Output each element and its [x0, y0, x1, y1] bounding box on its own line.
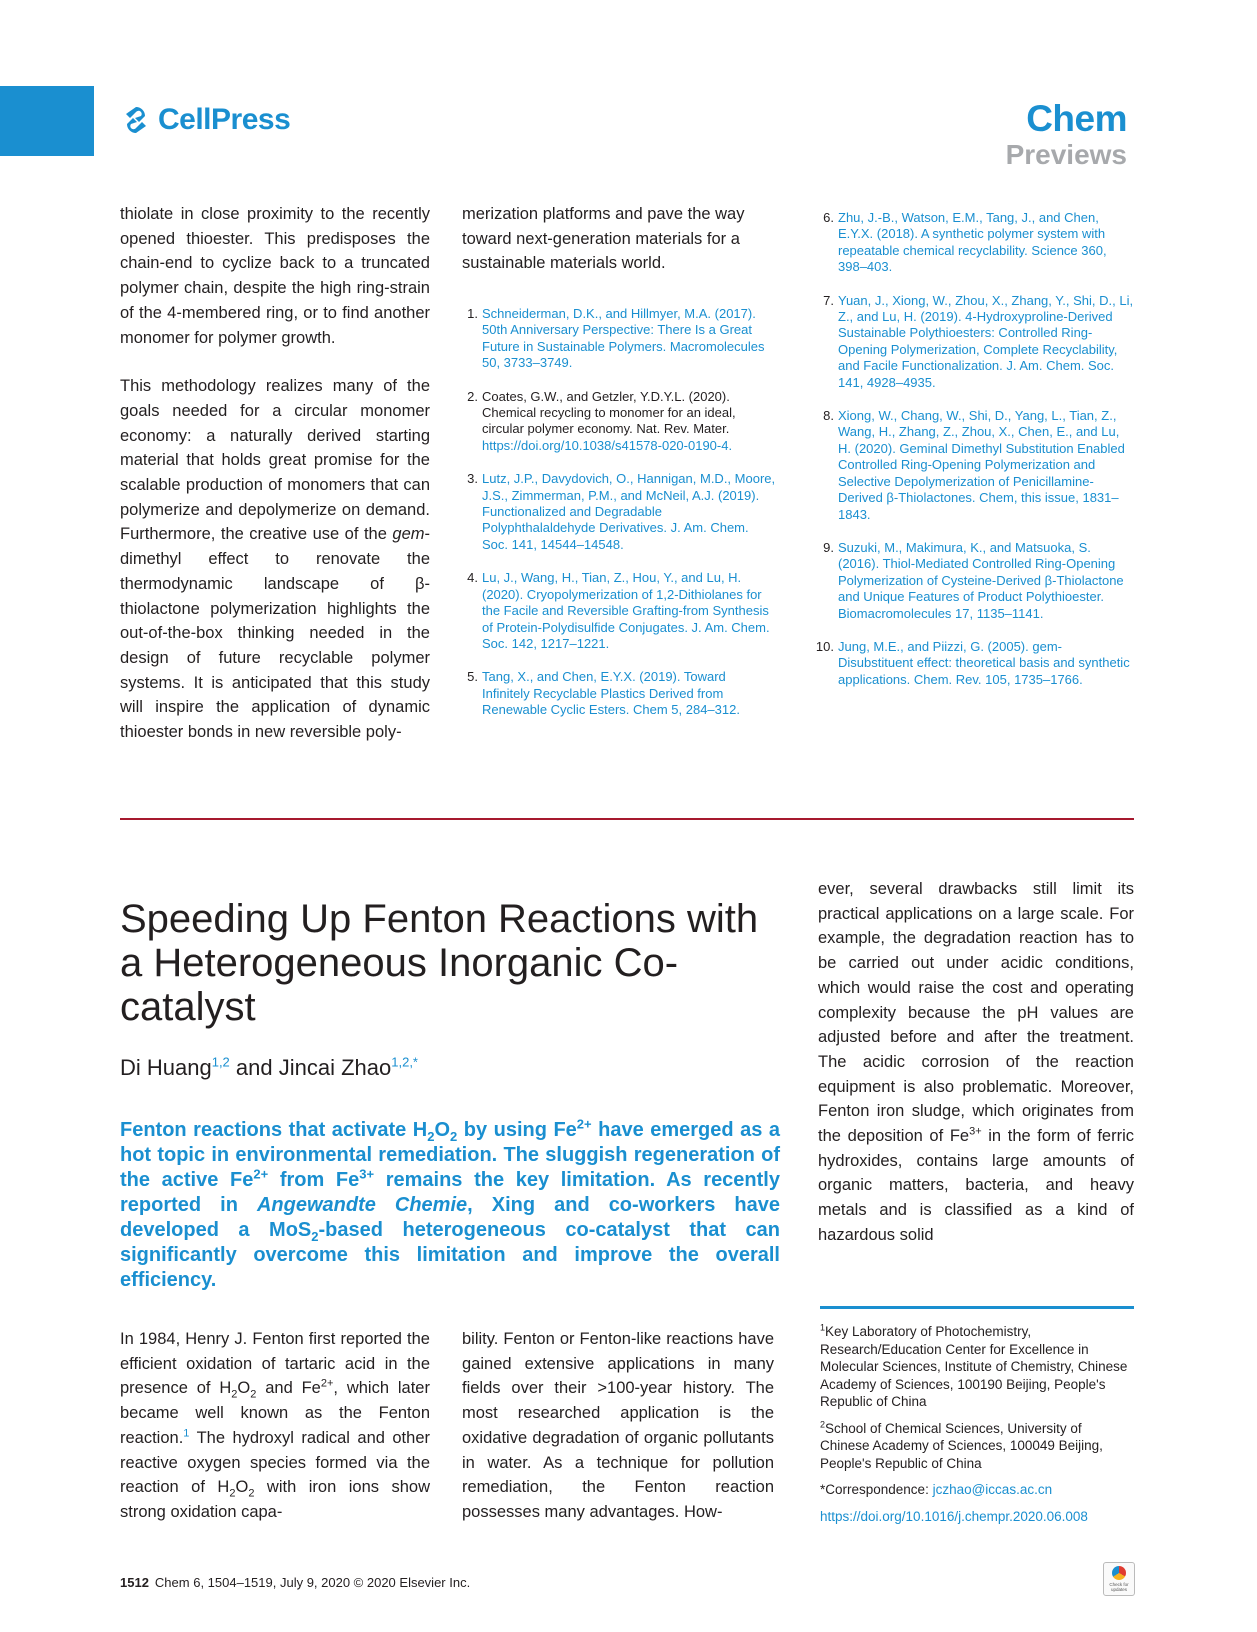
correspondence	[820, 1481, 1134, 1499]
article-body-col1	[120, 1327, 430, 1549]
section-name: Previews	[1005, 139, 1127, 170]
publisher-name: CellPress	[158, 103, 291, 136]
reference-item[interactable]: 9. Suzuki, M., Makimura, K., and Matsuoka, S. (2016). Thiol-Mediated Controlled Ring-Opening Polymerization of Cysteine-Derived β-Thiolactone and Unique Features of Product Polythioester. Biomacromolecules 17, 1135–1141.	[823, 539, 1124, 621]
reference-item[interactable]: 5. Tang, X., and Chen, E.Y.X. (2019). Toward Infinitely Recyclable Plastics Derived from Renewable Cyclic Esters. Chem 5, 284–312.	[467, 669, 740, 718]
author-name: Jincai Zhao	[278, 1055, 392, 1080]
reference-item[interactable]: 2. Coates, G.W., and Getzler, Y.D.Y.L. (2020). Chemical recycling to monomer for an ideal, circular polymer economy. Nat. Rev. Mater. https://doi.org/10.1038/s41578-020-0190-4.	[467, 388, 736, 453]
article-right-column	[818, 877, 1134, 1272]
reference-list-b	[815, 210, 1134, 705]
doi-link[interactable]: https://doi.org/10.1016/j.chempr.2020.06.008	[820, 1508, 1088, 1524]
header-accent-block	[0, 86, 94, 156]
affiliation-1: $^1$Key Laboratory of Photochemistry, Research/Education Center for Excellence in Molecular Sciences, Institute of Chemistry, Chinese Academy of Sciences, 100190 Beijing, People's Republic of China	[820, 1322, 1128, 1409]
author-conjunction: and	[229, 1055, 279, 1080]
prev-article-paragraph: This methodology realizes many of the goals needed for a circular monomer economy: a naturally derived starting material that holds great promise for the scalable production of monomers that can polymerize and depolymerize on demand. Furthermore, the creative use of the gem-dimethyl effect to renovate the thermodynamic landscape of β-thiolactone polymerization highlights the out-of-the-box thinking needed in the design of future recyclable polymer systems. It is anticipated that this study will inspire the application of dynamic thioester bonds in new reversible poly-	[120, 377, 430, 742]
article-title: Speeding Up Fenton Reactions with a Heterogeneous Inorganic Co-catalyst	[120, 897, 759, 1029]
author-affiliation-mark[interactable]: 1,2,*	[391, 1054, 418, 1070]
prev-article-col2	[462, 202, 774, 300]
article-body-col2	[462, 1327, 774, 1549]
affiliations	[820, 1323, 1134, 1534]
article-paragraph: In 1984, Henry J. Fenton first reported the efficient oxidation of tartaric acid in the presence of $H_2O_2$ and $Fe^{2+}$, which later became well known as the Fenton reaction.$^1$ The hydroxyl radical and other reactive oxygen species formed via the reaction of $H_2O_2$ with iron ions show strong oxidation capa-	[120, 1330, 431, 1521]
author-line	[120, 1055, 418, 1081]
prev-article-col1	[120, 202, 430, 769]
reference-list-a	[462, 306, 777, 736]
reference-item[interactable]: 4. Lu, J., Wang, H., Tian, Z., Hou, Y., and Lu, H. (2020). Cryopolymerization of 1,2-Dithiolanes for the Facile and Reversible Grafting-from Synthesis of Protein-Polydisulfide Conjugates. J. Am. Chem. Soc. 142, 1217–1221.	[467, 570, 770, 651]
journal-name: Chem	[1026, 98, 1127, 139]
doi-line	[820, 1508, 1134, 1526]
prev-article-paragraph: merization platforms and pave the way toward next-generation materials for a sustainable materials world.	[462, 205, 745, 273]
cellpress-logo[interactable]	[120, 103, 290, 137]
reference-item[interactable]: 3. Lutz, J.P., Davydovich, O., Hannigan, M.D., Moore, J.S., Zimmerman, P.M., and McNeil, A.J. (2019). Functionalized and Degradable Polyphthalaldehyde Derivatives. J. Am. Chem. Soc. 141, 14544–14548.	[467, 471, 776, 552]
reference-item[interactable]: 6. Zhu, J.-B., Watson, E.M., Tang, J., and Chen, E.Y.X. (2018). A synthetic polymer system with repeatable chemical recyclability. Science 360, 398–403.	[823, 210, 1107, 275]
correspondence-label: *Correspondence:	[820, 1482, 933, 1497]
reference-item[interactable]: 1. Schneiderman, D.K., and Hillmyer, M.A. (2017). 50th Anniversary Perspective: There Is a Great Future in Sustainable Polymers. Macromolecules 50, 3733–3749.	[467, 306, 765, 371]
prev-article-paragraph: thiolate in close proximity to the recently opened thioester. This predisposes the chain-end to cyclize back to a truncated polymer chain, despite the high ring-strain of the 4-membered ring, or to find another monomer for polymer growth.	[120, 205, 430, 347]
author-affiliation-mark[interactable]: 1,2	[211, 1054, 230, 1070]
reference-item[interactable]: 7. Yuan, J., Xiong, W., Zhou, X., Zhang, Y., Shi, D., Li, Z., and Lu, H. (2019). 4-Hydroxyproline-Derived Sustainable Polythioesters: Controlled Ring-Opening Polymerization, Complete Recyclability, and Facile Functionalization. J. Am. Chem. Soc. 141, 4928–4935.	[823, 292, 1134, 390]
page-footer	[120, 1575, 470, 1590]
cellpress-mark-icon	[120, 104, 152, 136]
affiliation-divider	[820, 1306, 1134, 1309]
correspondence-email-link[interactable]: jczhao@iccas.ac.cn	[932, 1482, 1053, 1497]
badge-label: Check for updates	[1109, 1582, 1129, 1592]
author-name: Di Huang	[120, 1055, 212, 1080]
reference-item[interactable]: 8. Xiong, W., Chang, W., Shi, D., Yang, L., Tian, Z., Wang, H., Zhang, Z., Zhou, X., Chen, E., and Lu, H. (2020). Geminal Dimethyl Substitution Enabled Controlled Ring-Opening Polymerization and Selective Depolymerization of Penicillamine-Derived β-Thiolactones. Chem, this issue, 1831–1843.	[823, 408, 1125, 522]
page-number: 1512	[120, 1575, 149, 1590]
check-for-updates-badge[interactable]	[1103, 1562, 1135, 1596]
article-paragraph: ever, several drawbacks still limit its practical applications on a large scale. For example, the degradation reaction has to be carried out under acidic conditions, which would raise the cost and operating complexity because the pH values are adjusted before and after the treatment. The acidic corrosion of the reaction equipment is also problematic. Moreover, Fenton iron sludge, which originates from the deposition of $Fe^{3+}$ in the form of ferric hydroxides, contains large amounts of organic matters, bacteria, and heavy metals and is classified as a kind of hazardous solid	[818, 880, 1134, 1244]
reference-item[interactable]: 10. Jung, M.E., and Piizzi, G. (2005). gem-Disubstituent effect: theoretical basis and synthetic applications. Chem. Rev. 105, 1735–1766.	[815, 638, 1130, 687]
affiliation-2: $^2$School of Chemical Sciences, University of Chinese Academy of Sciences, 100049 Beijing, People's Republic of China	[820, 1419, 1103, 1471]
article-paragraph: bility. Fenton or Fenton-like reactions have gained extensive applications in many fields over their >100-year history. The most researched application is the oxidative degradation of organic pollutants in water. As a technique for pollution remediation, the Fenton reaction possesses many advantages. How-	[462, 1330, 774, 1521]
journal-masthead	[1006, 100, 1127, 169]
article-abstract: Fenton reactions that activate $H_2O_2$ by using $Fe^{2+}$ have emerged as a hot topic in environmental remediation. The sluggish regeneration of the active $Fe^{2+}$ from $Fe^{3+}$ remains the key limitation. As recently reported in Angewandte Chemie, Xing and co-workers have developed a MoS$_2$-based heterogeneous co-catalyst that can significantly overcome this limitation and improve the overall efficiency.	[120, 1116, 781, 1291]
section-divider	[120, 818, 1134, 820]
citation-line: Chem 6, 1504–1519, July 9, 2020 © 2020 Elsevier Inc.	[154, 1575, 471, 1590]
crossmark-icon	[1112, 1566, 1126, 1580]
